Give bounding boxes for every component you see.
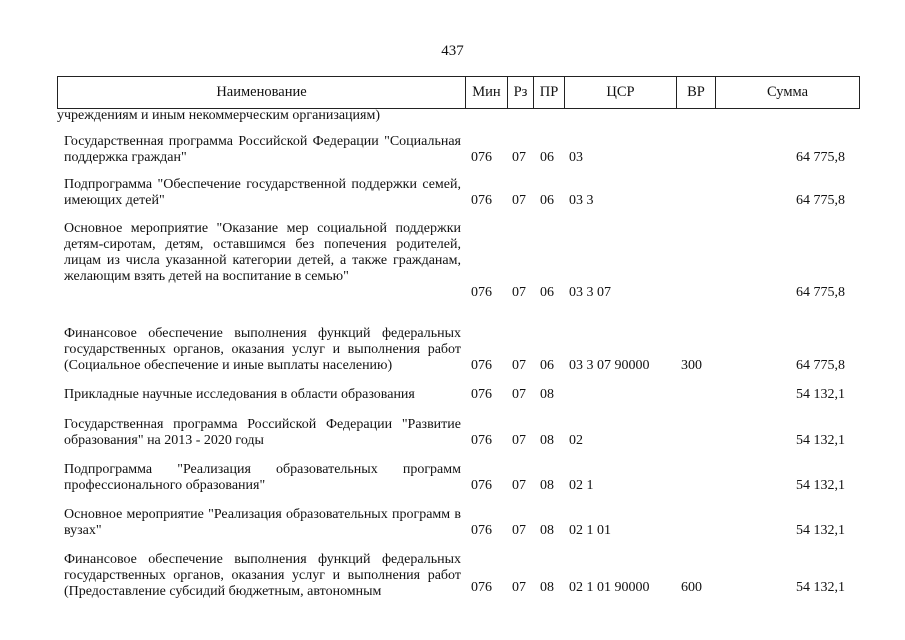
continuation-text: учреждениям и иным некоммерческим организациям) [57,108,381,123]
row-name: Подпрограмма "Обеспечение государственной поддержки семей, имеющих детей" [64,177,461,208]
row-name: Подпрограмма "Реализация образовательных программ профессионального образования" [64,462,461,493]
row-sum: 54 132,1 [796,387,845,402]
header-vr: ВР [677,77,716,109]
row-rz: 07 [512,193,526,208]
row-min: 076 [471,523,492,538]
row-rz: 07 [512,150,526,165]
row-name: Государственная программа Российской Федерации "Развитие образования" на 2013 - 2020 годы [64,417,461,448]
row-sum: 54 132,1 [796,478,845,493]
row-min: 076 [471,193,492,208]
row-min: 076 [471,433,492,448]
row-csr: 02 [569,433,583,448]
row-min: 076 [471,358,492,373]
continuation-row [0,108,905,124]
row-vr: 300 [681,358,702,373]
table-row [0,552,905,604]
row-rz: 07 [512,358,526,373]
row-pr: 08 [540,433,554,448]
row-sum: 64 775,8 [796,358,845,373]
row-name: Прикладные научные исследования в области образования [64,387,415,402]
row-csr: 02 1 [569,478,594,493]
row-rz: 07 [512,580,526,595]
row-name: Основное мероприятие "Оказание мер социальной поддержки детям-сиротам, детям, оставшимся без попечения родителей, лицам из числа указанной категории детей, а также гражданам, желающим взять детей на воспитание в семью" [64,221,461,284]
table-row [0,387,905,417]
row-pr: 08 [540,580,554,595]
row-min: 076 [471,285,492,300]
table-body [0,108,905,604]
table-row [0,177,905,221]
row-name: Финансовое обеспечение выполнения функций федеральных государственных органов, оказания услуг и выполнения работ (Предоставление субсидий бюджетным, автономным [64,552,461,599]
row-sum: 64 775,8 [796,193,845,208]
row-sum: 54 132,1 [796,433,845,448]
page-number: 437 [441,43,464,59]
header-pr: ПР [534,77,565,109]
row-csr: 02 1 01 90000 [569,580,650,595]
row-rz: 07 [512,285,526,300]
row-rz: 07 [512,433,526,448]
table-row [0,221,905,326]
row-vr: 600 [681,580,702,595]
header-csr: ЦСР [565,77,677,109]
row-min: 076 [471,580,492,595]
table-row [0,462,905,507]
row-sum: 54 132,1 [796,523,845,538]
row-pr: 08 [540,478,554,493]
row-min: 076 [471,478,492,493]
header-name: Наименование [58,77,466,109]
row-pr: 06 [540,150,554,165]
row-pr: 08 [540,523,554,538]
row-sum: 64 775,8 [796,285,845,300]
row-min: 076 [471,387,492,402]
row-sum: 54 132,1 [796,580,845,595]
row-rz: 07 [512,523,526,538]
row-csr: 03 3 07 90000 [569,358,650,373]
row-csr: 03 3 [569,193,594,208]
table-row [0,326,905,387]
row-name: Финансовое обеспечение выполнения функций федеральных государственных органов, оказания услуг и выполнения работ (Социальное обеспечение и иные выплаты населению) [64,326,461,373]
table-row [0,507,905,552]
header-rz: Рз [508,77,534,109]
row-name: Основное мероприятие "Реализация образовательных программ в вузах" [64,507,461,538]
table-row [0,417,905,462]
row-csr: 03 3 07 [569,285,611,300]
row-pr: 06 [540,358,554,373]
table-header [57,76,860,109]
row-pr: 06 [540,285,554,300]
row-rz: 07 [512,478,526,493]
row-name: Государственная программа Российской Федерации "Социальная поддержка граждан" [64,134,461,165]
row-pr: 06 [540,193,554,208]
row-sum: 64 775,8 [796,150,845,165]
row-pr: 08 [540,387,554,402]
row-min: 076 [471,150,492,165]
header-min: Мин [466,77,508,109]
row-rz: 07 [512,387,526,402]
row-csr: 03 [569,150,583,165]
table-row [0,134,905,174]
row-csr: 02 1 01 [569,523,611,538]
header-sum: Сумма [716,77,860,109]
